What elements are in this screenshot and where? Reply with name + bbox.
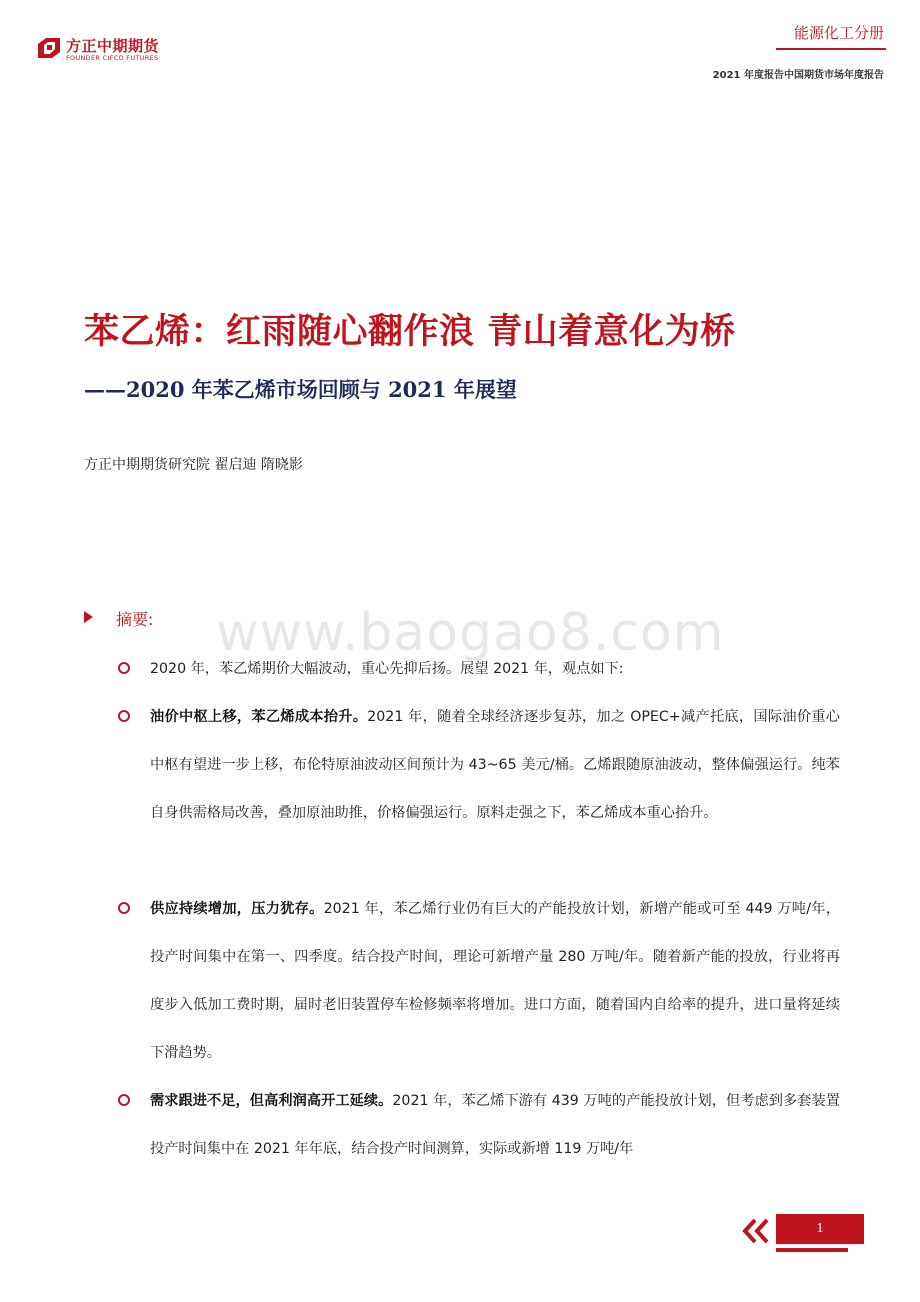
- report-label: 2021 年度报告中国期货市场年度报告: [712, 70, 884, 81]
- abstract-item-lead: 需求跟进不足，但高利润高开工延续。: [150, 1093, 393, 1109]
- abstract-item: [150, 693, 840, 837]
- circle-bullet-icon: [118, 710, 130, 722]
- logo-chinese-name: 方正中期期货: [66, 37, 160, 55]
- circle-bullet-icon: [118, 662, 130, 674]
- abstract-item-text: 2021 年，苯乙烯行业仍有巨大的产能投放计划，新增产能或可至 449 万吨/年，投产时间集中在第一、四季度。结合投产时间，理论可新增产量 280 万吨/年。随着新产能的投放，行业将再度步入低加工费时期，届时老旧装置停车检修频率将增加。进口方面，随着国内自给率的提升，进口量将延续下滑趋势。: [150, 901, 840, 1061]
- footer-divider: [776, 1248, 848, 1252]
- logo-english-name: FOUNDER CIFCO FUTURES: [66, 54, 159, 62]
- abstract-item: [150, 1077, 840, 1173]
- circle-bullet-icon: [118, 902, 130, 914]
- abstract-item: [150, 885, 840, 1077]
- watermark: www.baogao8.com: [216, 603, 725, 663]
- arrow-bullet-icon: [84, 611, 93, 623]
- page-title: 苯乙烯：红雨随心翻作浪 青山着意化为桥: [84, 312, 736, 352]
- circle-bullet-icon: [118, 1094, 130, 1106]
- authors-line: 方正中期期货研究院 翟启迪 隋晓影: [84, 457, 303, 473]
- division-title: 能源化工分册: [793, 24, 884, 42]
- company-logo: [36, 34, 236, 68]
- double-chevron-left-icon: [741, 1218, 777, 1244]
- abstract-item: [150, 645, 840, 693]
- logo-mark-icon: [36, 36, 62, 60]
- header-divider: [776, 48, 886, 50]
- abstract-item-text: 2021 年，苯乙烯下游有 439 万吨的产能投放计划，但考虑到多套装置投产时间集中在 2021 年年底，结合投产时间测算，实际或新增 119 万吨/年: [150, 1093, 840, 1157]
- abstract-item-text: 2021 年，随着全球经济逐步复苏，加之 OPEC+减产托底，国际油价重心中枢有望进一步上移，布伦特原油波动区间预计为 43~65 美元/桶。乙烯跟随原油波动，整体偏强运行。纯苯自身供需格局改善，叠加原油助推，价格偏强运行。原料走强之下，苯乙烯成本重心抬升。: [150, 709, 840, 821]
- abstract-item-lead: 油价中枢上移，苯乙烯成本抬升。: [150, 709, 368, 725]
- abstract-item-text: 2020 年，苯乙烯期价大幅波动，重心先抑后扬。展望 2021 年，观点如下:: [150, 661, 624, 677]
- abstract-item-lead: 供应持续增加，压力犹存。: [150, 901, 324, 917]
- abstract-title: 摘要:: [116, 610, 154, 629]
- page-number: 1: [776, 1214, 864, 1244]
- page-subtitle: ——2020 年苯乙烯市场回顾与 2021 年展望: [84, 377, 517, 402]
